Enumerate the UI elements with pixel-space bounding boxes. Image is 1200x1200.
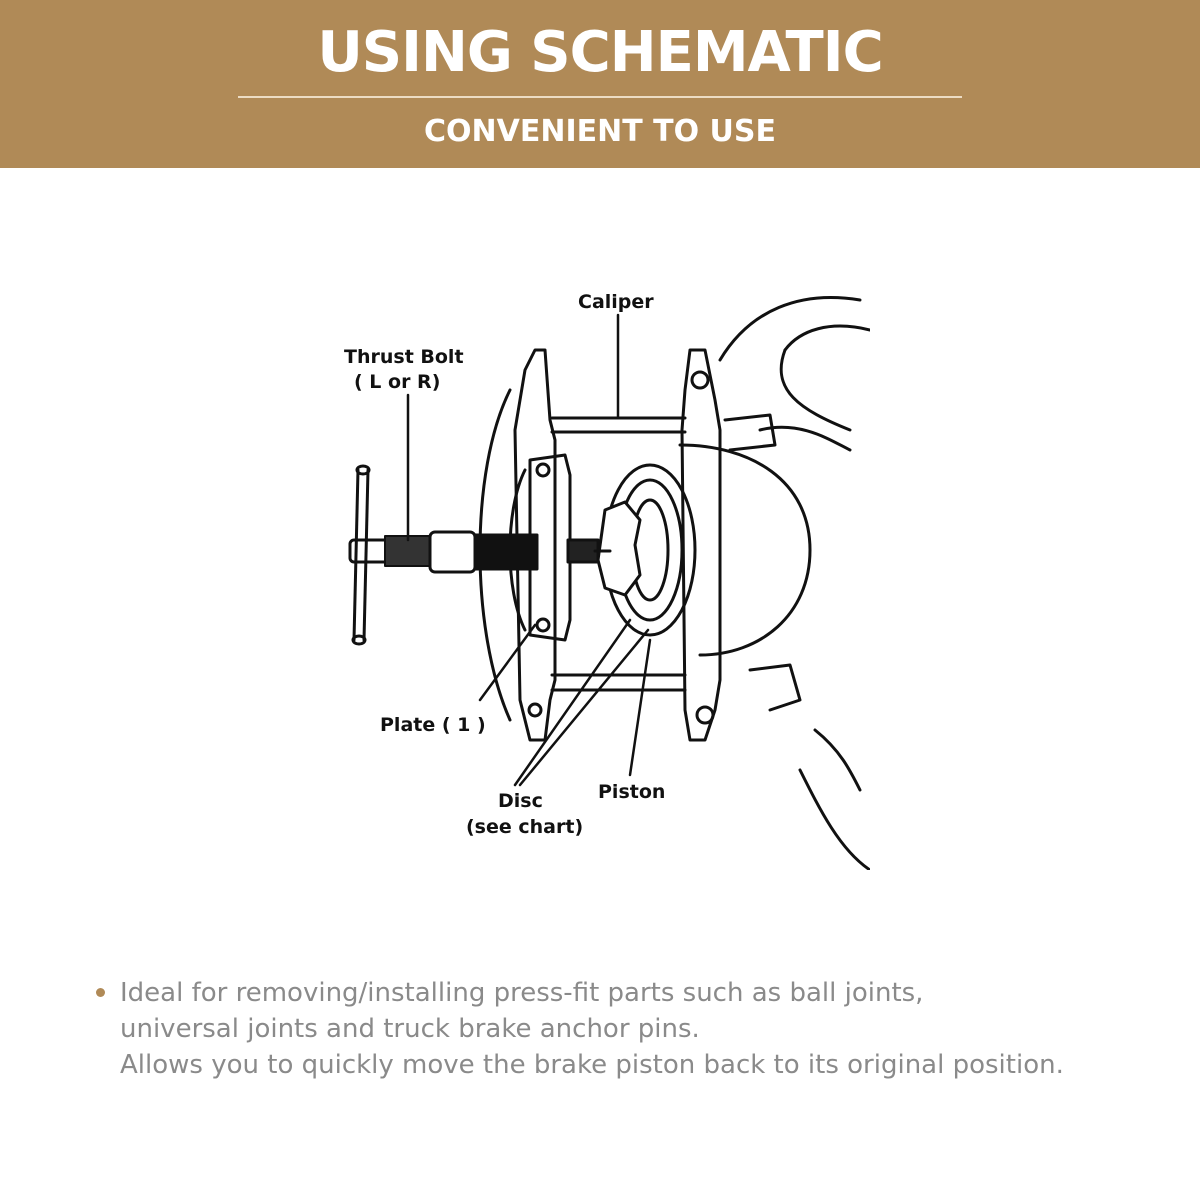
banner-subtitle: CONVENIENT TO USE xyxy=(424,114,776,149)
label-caliper: Caliper xyxy=(578,291,654,313)
bullet-icon xyxy=(96,988,105,997)
description-line-1: Ideal for removing/installing press-fit parts such as ball joints, xyxy=(120,978,924,1008)
feature-description xyxy=(96,975,1156,1083)
description-line-3: Allows you to quickly move the brake piston back to its original position. xyxy=(120,1050,1064,1080)
brake-caliper-schematic xyxy=(330,270,870,870)
label-plate: Plate ( 1 ) xyxy=(380,714,486,736)
piston xyxy=(598,465,695,635)
wheel-outline xyxy=(720,298,870,871)
banner-title: USING SCHEMATIC xyxy=(317,20,883,85)
header-banner xyxy=(0,0,1200,168)
label-thrust-bolt: Thrust Bolt xyxy=(344,346,464,368)
description-line-2: universal joints and truck brake anchor pins. xyxy=(120,1014,700,1044)
label-disc: Disc xyxy=(498,790,543,812)
label-disc-note: (see chart) xyxy=(466,816,584,838)
label-thrust-bolt-side: ( L or R) xyxy=(354,371,441,393)
banner-divider xyxy=(238,96,962,98)
label-piston: Piston xyxy=(598,781,666,803)
caliper-body xyxy=(515,350,810,740)
